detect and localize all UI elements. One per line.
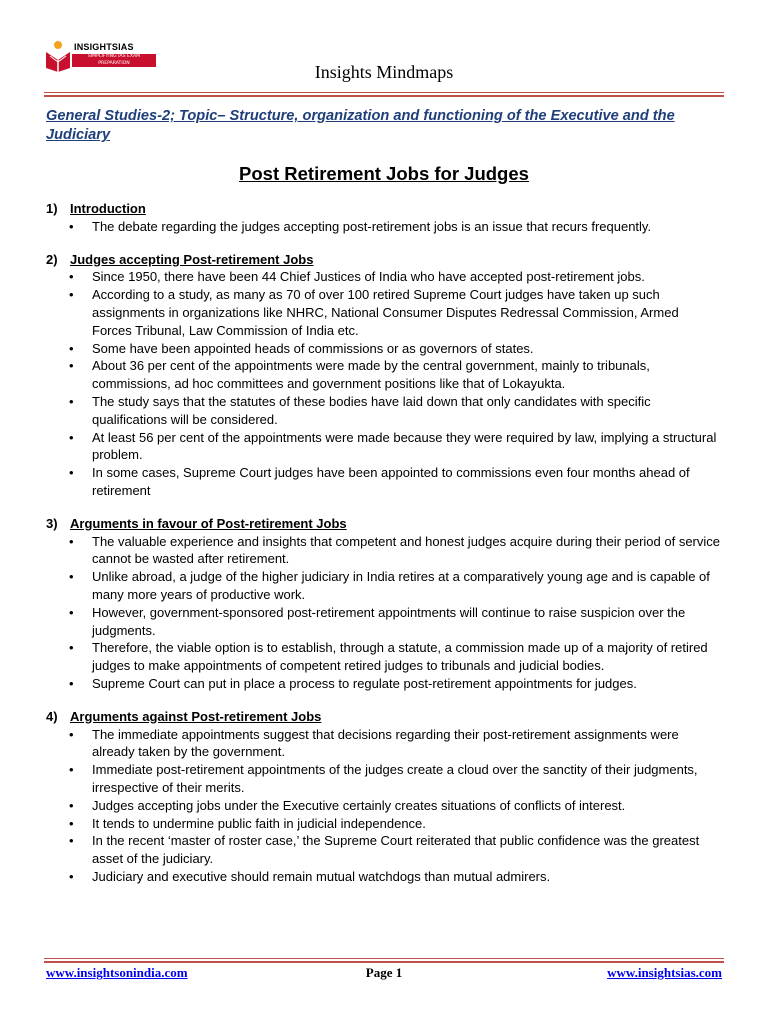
section-number: 2) xyxy=(46,251,58,267)
list-item xyxy=(46,218,722,236)
bullet-icon: • xyxy=(69,287,74,303)
list-item-text: At least 56 per cent of the appointments were made because they were required by law, implying a structural problem. xyxy=(92,429,717,463)
bullet-icon: • xyxy=(69,640,74,656)
section-number: 3) xyxy=(46,515,58,531)
logo-tagline: SIMPLIFYING IAS EXAM PREPARATION xyxy=(72,54,156,67)
section-heading xyxy=(46,200,722,218)
bullet-icon: • xyxy=(69,269,74,285)
page-number: Page 1 xyxy=(365,965,403,980)
bullet-icon: • xyxy=(69,604,74,620)
list-item-text: According to a study, as many as 70 of over 100 retired Supreme Court judges have taken up such assignments in organizations like NHRC, National Consumer Disputes Redressal Commission, Armed Forces Tribunal, Law Commission of India etc. xyxy=(92,287,679,338)
list-item-text: Some have been appointed heads of commissions or as governors of states. xyxy=(92,340,534,356)
list-item-text: Judges accepting jobs under the Executive certainly creates situations of conflicts of interest. xyxy=(92,797,626,813)
bullet-icon: • xyxy=(69,833,74,849)
list-item xyxy=(46,533,722,569)
list-item-text: However, government-sponsored post-retirement appointments will continue to raise suspicion over the judgments. xyxy=(92,604,686,638)
footer-divider xyxy=(44,958,724,959)
section-heading xyxy=(46,708,722,726)
bullet-icon: • xyxy=(69,726,74,742)
section-number: 1) xyxy=(46,201,58,216)
list-item xyxy=(46,286,722,339)
list-item xyxy=(46,675,722,693)
bullet-icon: • xyxy=(69,533,74,549)
list-item-text: It tends to undermine public faith in judicial independence. xyxy=(92,815,426,831)
bullet-list xyxy=(46,726,722,886)
list-item-text: About 36 per cent of the appointments were made by the central government, mainly to tribunals, commissions, ad hoc committees and government positions like that of Lokayukta. xyxy=(92,358,650,392)
list-item-text: The valuable experience and insights that competent and honest judges acquire during their period of service cannot be wasted after retirement. xyxy=(92,533,721,567)
bullet-list xyxy=(46,218,722,236)
list-item-text: Supreme Court can put in place a process to regulate post-retirement appointments for judges. xyxy=(92,675,637,691)
list-item xyxy=(46,464,722,500)
header-divider-thick xyxy=(44,95,724,97)
list-item-text: Therefore, the viable option is to establish, through a statute, a commission made up of a majority of retired judges to make appointments of competent retired judges to tribunals and judicial bodies. xyxy=(92,640,708,674)
list-item xyxy=(46,393,722,429)
section-title: Arguments against Post-retirement Jobs xyxy=(70,708,322,724)
list-item xyxy=(46,639,722,675)
list-item-text: The immediate appointments suggest that decisions regarding their post-retirement assignments were already taken by the government. xyxy=(92,726,679,760)
section-heading xyxy=(46,515,722,533)
section-number: 4) xyxy=(46,708,58,724)
page-header xyxy=(0,0,768,92)
bullet-icon: • xyxy=(69,797,74,813)
list-item xyxy=(46,815,722,833)
list-item-text: The study says that the statutes of these bodies have laid down that only candidates with specific qualifications will be considered. xyxy=(92,393,651,427)
list-item xyxy=(46,568,722,604)
bullet-icon: • xyxy=(69,762,74,778)
bullet-icon: • xyxy=(69,429,74,445)
list-item xyxy=(46,761,722,797)
list-item-text: The debate regarding the judges accepting post-retirement jobs is an issue that recurs frequently. xyxy=(92,218,652,234)
section xyxy=(46,708,722,886)
list-item-text: Unlike abroad, a judge of the higher judiciary in India retires at a comparatively young age and is capable of many more years of productive work. xyxy=(92,569,710,602)
list-item-text: Since 1950, there have been 44 Chief Justices of India who have accepted post-retirement jobs. xyxy=(92,269,645,285)
bullet-list xyxy=(46,268,722,499)
bullet-icon: • xyxy=(69,393,74,409)
logo-name: INSIGHTSIAS xyxy=(74,42,134,52)
topic-heading: General Studies-2; Topic– Structure, organization and functioning of the Executive and the Judiciary xyxy=(46,108,675,143)
list-item xyxy=(46,868,722,886)
bullet-icon: • xyxy=(69,675,74,691)
list-item xyxy=(46,268,722,286)
header-divider xyxy=(44,92,724,93)
section-title: Judges accepting Post-retirement Jobs xyxy=(70,251,314,267)
bullet-icon: • xyxy=(69,868,74,884)
list-item xyxy=(46,604,722,640)
bullet-icon: • xyxy=(69,569,74,585)
section xyxy=(46,515,722,693)
section-heading xyxy=(46,251,722,269)
insightsias-link[interactable]: www.insightsias.com xyxy=(607,965,722,980)
list-item xyxy=(46,726,722,762)
section xyxy=(46,200,722,236)
bullet-icon: • xyxy=(69,218,74,234)
page-footer xyxy=(44,963,724,983)
section-title: Arguments in favour of Post-retirement Jobs xyxy=(70,515,347,531)
section xyxy=(46,251,722,500)
list-item-text: In some cases, Supreme Court judges have been appointed to commissions even four months ahead of retirement xyxy=(92,465,690,498)
document-title: Insights Mindmaps xyxy=(314,62,454,82)
page-title: Post Retirement Jobs for Judges xyxy=(239,163,529,184)
main-content xyxy=(46,200,722,901)
list-item xyxy=(46,832,722,868)
list-item xyxy=(46,797,722,815)
list-item xyxy=(46,429,722,465)
insightsonindia-link[interactable]: www.insightsonindia.com xyxy=(46,965,188,980)
bullet-icon: • xyxy=(69,815,74,831)
bullet-icon: • xyxy=(69,340,74,356)
bullet-icon: • xyxy=(69,465,74,481)
bullet-list xyxy=(46,533,722,693)
section-title: Introduction xyxy=(70,201,146,216)
list-item xyxy=(46,357,722,393)
list-item-text: Immediate post-retirement appointments of the judges create a cloud over the sanctity of their judgments, irrespective of their merits. xyxy=(92,762,698,795)
bullet-icon: • xyxy=(69,358,74,374)
list-item xyxy=(46,340,722,358)
list-item-text: Judiciary and executive should remain mutual watchdogs than mutual admirers. xyxy=(92,868,551,884)
list-item-text: In the recent ‘master of roster case,’ the Supreme Court reiterated that public confidence was the greatest asset of the judiciary. xyxy=(92,833,700,867)
